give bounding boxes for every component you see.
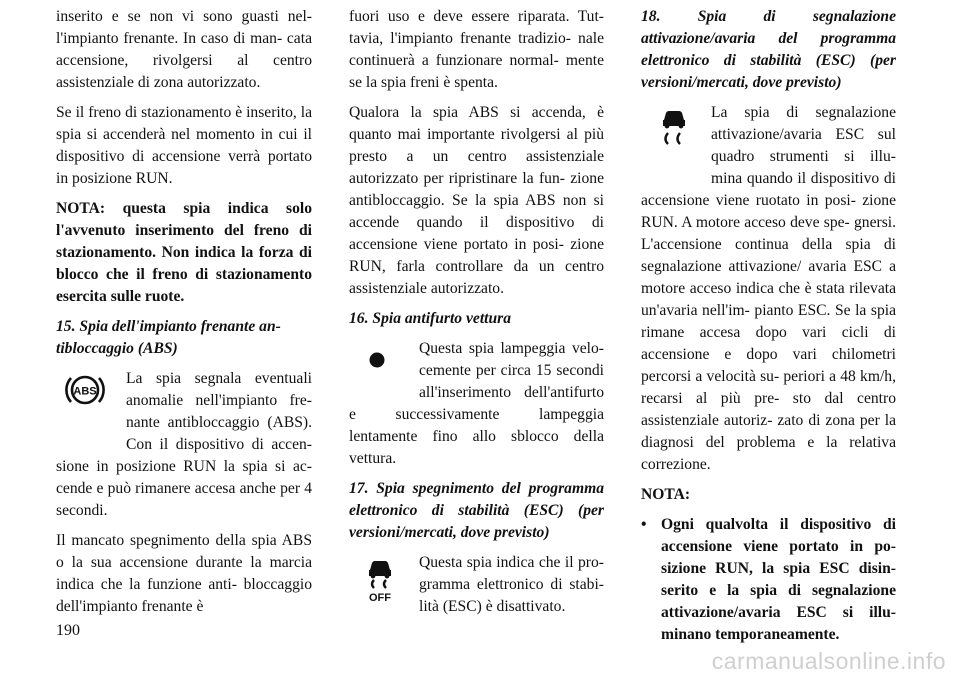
esc-off-icon-text: OFF bbox=[369, 592, 391, 604]
paragraph: fuori uso e deve essere riparata. Tut- tavia, l'impianto frenante tradizio- nale continuerà a funzionare normal- mente se la spia freni è spenta. bbox=[349, 8, 604, 91]
abs-description: La spia segnala eventuali anomalie nell'impianto fre- nante antibloccaggio (ABS). Con il dispositivo di accen- sione in posizione RUN la spia si ac- cende e può rimanere accesa anche per 4 secondi. bbox=[56, 370, 312, 519]
list-item bbox=[641, 514, 896, 646]
note-paragraph: NOTA: questa spia indica solo l'avvenuto inserimento del freno di stazionamento. Non indica la forza di blocco che il freno di stazionamento esercita sulle ruote. bbox=[56, 200, 312, 305]
bullet: • bbox=[641, 516, 647, 533]
list-item-text: Ogni qualvolta il dispositivo di accensione viene portato in po- sizione RUN, la spia ESC disin- serito e la spia di segnalazione attivazione/avaria ESC si illu- minano temporaneamente. bbox=[661, 516, 896, 643]
theft-block bbox=[349, 338, 604, 470]
esc-description: La spia di segnalazione attivazione/avaria ESC sul quadro strumenti si illu- mina quando il dispositivo di accensione viene ruotato in posi- zione RUN. A motore acceso deve spe- gnersi. L'accensione continua della spia di segnalazione attivazione/ avaria ESC a motore acceso indica che è stata rilevata un'avaria nell'im- pianto ESC. Se la spia rimane accesa dopo vari cicli di accensione e dopo vari chilometri percorsi a velocità su- periori a 48 km/h, recarsi al più pre- sto dal centro assistenziale autoriz- zato di zona per la diagnosi del problema e la relativa correzione. bbox=[641, 104, 896, 473]
esc-off-block bbox=[349, 552, 604, 618]
note-label: NOTA: bbox=[641, 486, 691, 503]
paragraph: Il mancato spegnimento della spia ABS o la sua accensione durante la marcia indica che la funzione anti- bloccaggio dell'impianto frenante è bbox=[56, 532, 312, 615]
section-heading-17: 17. Spia spegnimento del programma elettronico di stabilità (ESC) (per versioni/mercati, dove previsto) bbox=[349, 480, 604, 541]
section-heading-15: 15. Spia dell'impianto frenante an- tibloccaggio (ABS) bbox=[56, 318, 281, 357]
section-heading-16: 16. Spia antifurto vettura bbox=[349, 310, 512, 327]
esc-off-icon bbox=[349, 552, 419, 622]
abs-block bbox=[56, 368, 312, 522]
section-heading-18: 18. Spia di segnalazione attivazione/avaria del programma elettronico di stabilità (ESC) (per versioni/mercati, dove previsto) bbox=[641, 8, 896, 91]
abs-icon-text: ABS bbox=[73, 385, 97, 398]
paragraph: Qualora la spia ABS si accenda, è quanto mai importante rivolgersi al più presto a un centro assistenziale autorizzato per ripristinare la fun- zione antibloccaggio. Se la spia ABS non si accende quando il dispositivo di accensione viene portato in posi- zione RUN, farla controllare da un centro assistenziale autorizzato. bbox=[349, 104, 604, 297]
column-right bbox=[641, 6, 896, 646]
theft-description: Questa spia lampeggia velo- cemente per circa 15 secondi all'inserimento dell'antifurto e successivamente lampeggia lentamente fino allo sblocco della vettura. bbox=[349, 340, 604, 467]
column-middle bbox=[349, 6, 604, 626]
security-light-icon bbox=[349, 338, 419, 404]
esc-off-description: Questa spia indica che il pro- gramma elettronico di stabi- lità (ESC) è disattivato. bbox=[419, 554, 604, 615]
paragraph: inserito e se non vi sono guasti nel- l'impianto frenante. In caso di man- cata accensione, rivolgersi al centro assistenziale di zona autorizzato. bbox=[56, 8, 312, 91]
page-number: 190 bbox=[56, 622, 80, 639]
paragraph: Se il freno di stazionamento è inserito, la spia si accenderà nel momento in cui il dispositivo di accensione verrà portato in posizione RUN. bbox=[56, 104, 312, 187]
abs-warning-icon bbox=[56, 368, 126, 456]
watermark: carmanualsonline.info bbox=[711, 648, 946, 674]
column-left bbox=[56, 6, 312, 626]
esc-block bbox=[641, 102, 896, 476]
note-list bbox=[641, 514, 896, 646]
esc-activation-icon bbox=[641, 102, 711, 182]
